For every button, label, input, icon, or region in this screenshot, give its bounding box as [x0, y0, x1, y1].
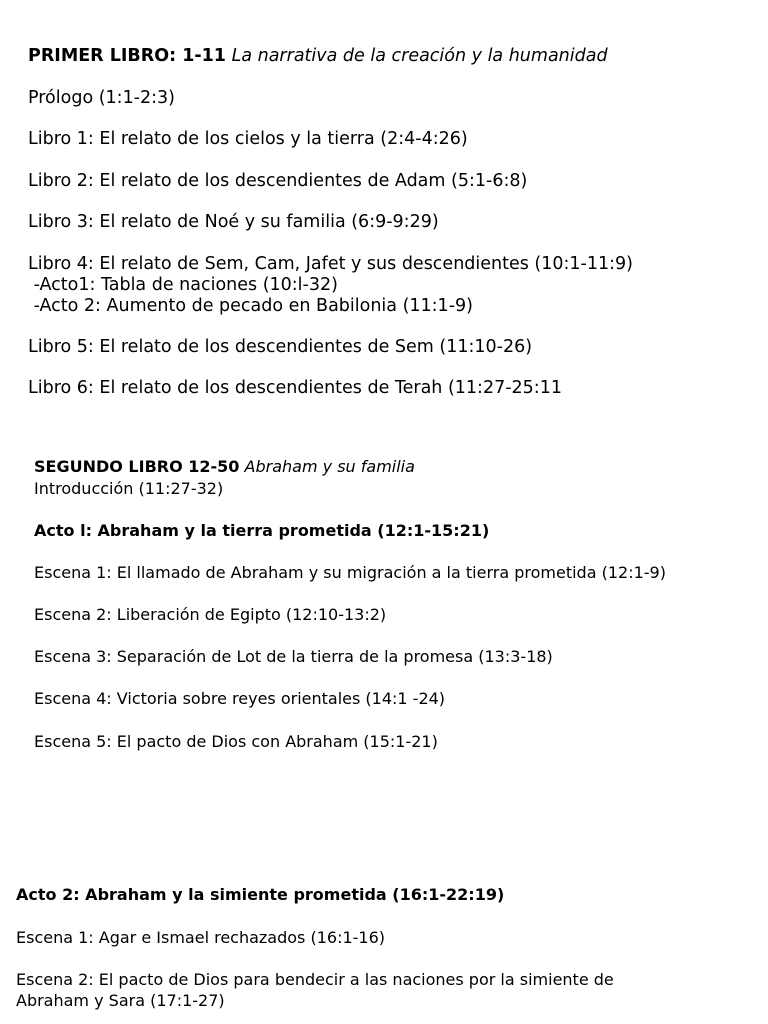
book2-heading-italic: Abraham y su familia	[244, 457, 415, 476]
book2-intro-line: Introducción (11:27-32)	[34, 479, 224, 498]
book2-heading	[34, 457, 415, 477]
libro2-line: Libro 2: El relato de los descendientes de Adam (5:1-6:8)	[28, 171, 528, 191]
libro4-acto1-line: -Acto1: Tabla de naciones (10:l-32)	[28, 275, 338, 295]
prologue-line: Prólogo (1:1-2:3)	[28, 88, 176, 108]
libro5-line: Libro 5: El relato de los descendientes de Sem (11:10-26)	[28, 337, 533, 357]
book1-heading-italic: La narrativa de la creación y la humanidad	[231, 46, 608, 66]
book1-heading-bold: PRIMER LIBRO: 1-11	[28, 46, 226, 66]
act1-scene-5: Escena 5: El pacto de Dios con Abraham (15:1-21)	[34, 732, 438, 751]
act1-scene-2: Escena 2: Liberación de Egipto (12:10-13:2)	[34, 605, 387, 624]
book1-heading	[28, 46, 608, 68]
libro1-line: Libro 1: El relato de los cielos y la tierra (2:4-4:26)	[28, 129, 468, 149]
act1-scene-3: Escena 3: Separación de Lot de la tierra de la promesa (13:3-18)	[34, 647, 553, 666]
book2-heading-bold: SEGUNDO LIBRO 12-50	[34, 457, 240, 476]
act1-scene-4: Escena 4: Victoria sobre reyes orientales (14:1 -24)	[34, 689, 446, 708]
act1-scene-1: Escena 1: El llamado de Abraham y su migración a la tierra prometida (12:1-9)	[34, 563, 666, 582]
act1-title: Acto l: Abraham y la tierra prometida (12:1-15:21)	[34, 521, 490, 540]
libro3-line: Libro 3: El relato de Noé y su familia (6:9-9:29)	[28, 212, 439, 232]
libro4-acto2-line: -Acto 2: Aumento de pecado en Babilonia (11:1-9)	[28, 296, 473, 316]
act2-scene-2-line-1: Escena 2: El pacto de Dios para bendecir a las naciones por la simiente de	[16, 970, 614, 989]
act2-title: Acto 2: Abraham y la simiente prometida (16:1-22:19)	[16, 885, 505, 904]
act2-scene-2-line-2: Abraham y Sara (17:1-27)	[16, 991, 225, 1010]
libro4-line: Libro 4: El relato de Sem, Cam, Jafet y sus descendientes (10:1-11:9)	[28, 254, 633, 274]
act2-scene-1: Escena 1: Agar e Ismael rechazados (16:1-16)	[16, 928, 386, 947]
libro6-line: Libro 6: El relato de los descendientes de Terah (11:27-25:11	[28, 378, 562, 398]
